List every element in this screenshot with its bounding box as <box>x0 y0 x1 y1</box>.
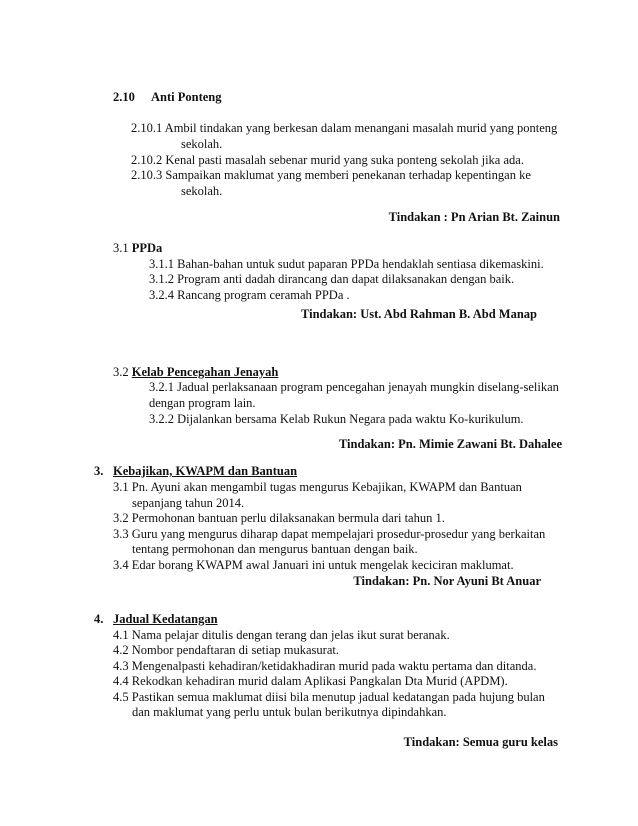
list-item: dengan program lain. <box>149 396 256 410</box>
action-line: Tindakan: Pn. Nor Ayuni Bt Anuar <box>353 574 541 588</box>
list-item: 2.10.1 Ambil tindakan yang berkesan dalam menangani masalah murid yang ponteng <box>131 121 558 135</box>
list-item: 4.1 Nama pelajar ditulis dengan terang dan jelas ikut surat beranak. <box>113 628 450 642</box>
list-item: 4.5 Pastikan semua maklumat diisi bila menutup jadual kedatangan pada hujung bulan <box>113 690 545 704</box>
list-item: 4.4 Rekodkan kehadiran murid dalam Aplikasi Pangkalan Dta Murid (APDM). <box>113 674 508 688</box>
section-number: 3. <box>94 464 104 478</box>
section-title: PPDa <box>131 241 163 255</box>
list-item: 4.3 Mengenalpasti kehadiran/ketidakhadiran murid pada waktu pertama dan ditanda. <box>113 659 537 673</box>
list-item: 4.2 Nombor pendaftaran di setiap mukasurat. <box>113 643 339 657</box>
section-title: Kelab Pencegahan Jenayah <box>131 365 279 379</box>
section-number: 4. <box>94 612 104 626</box>
list-item: 3.1.2 Program anti dadah dirancang dan dapat dilaksanakan dengan baik. <box>149 272 515 286</box>
list-item: 3.1.1 Bahan-bahan untuk sudut paparan PPDa hendaklah sentiasa dikemaskini. <box>149 257 544 271</box>
section-number: 2.10 <box>113 90 135 104</box>
list-item: 3.2.1 Jadual perlaksanaan program pencegahan jenayah mungkin diselang-selikan <box>149 380 559 394</box>
list-item: 3.4 Edar borang KWAPM awal Januari ini untuk mengelak keciciran maklumat. <box>113 558 514 572</box>
section-title: Kebajikan, KWAPM dan Bantuan <box>113 464 298 478</box>
list-item: sepanjang tahun 2014. <box>132 496 245 510</box>
section-title: Anti Ponteng <box>151 90 222 104</box>
section-number: 3.1 PPDa <box>113 241 163 255</box>
list-item: 2.10.3 Sampaikan maklumat yang memberi penekanan terhadap kepentingan ke <box>131 168 531 182</box>
list-item: sekolah. <box>181 184 223 198</box>
section-number: 3.2 Kelab Pencegahan Jenayah <box>113 365 279 379</box>
action-line: Tindakan : Pn Arian Bt. Zainun <box>388 210 560 224</box>
list-item: dan maklumat yang perlu untuk bulan berikutnya dipindahkan. <box>132 705 447 719</box>
action-line: Tindakan: Semua guru kelas <box>403 735 558 749</box>
list-item: 3.1 Pn. Ayuni akan mengambil tugas mengurus Kebajikan, KWAPM dan Bantuan <box>113 480 522 494</box>
section-title: Jadual Kedatangan <box>113 612 218 626</box>
list-item: 2.10.2 Kenal pasti masalah sebenar murid yang suka ponteng sekolah jika ada. <box>131 153 524 167</box>
list-item: sekolah. <box>181 137 223 151</box>
list-item: 3.2.4 Rancang program ceramah PPDa . <box>149 288 350 302</box>
action-line: Tindakan: Pn. Mimie Zawani Bt. Dahalee <box>338 437 562 451</box>
list-item: tentang permohonan dan mengurus bantuan dengan baik. <box>132 542 418 556</box>
list-item: 3.3 Guru yang mengurus diharap dapat mempelajari prosedur-prosedur yang berkaitan <box>113 527 546 541</box>
list-item: 3.2 Permohonan bantuan perlu dilaksanakan bermula dari tahun 1. <box>113 511 445 525</box>
list-item: 3.2.2 Dijalankan bersama Kelab Rukun Negara pada waktu Ko-kurikulum. <box>149 412 524 426</box>
action-line: Tindakan: Ust. Abd Rahman B. Abd Manap <box>301 307 537 321</box>
